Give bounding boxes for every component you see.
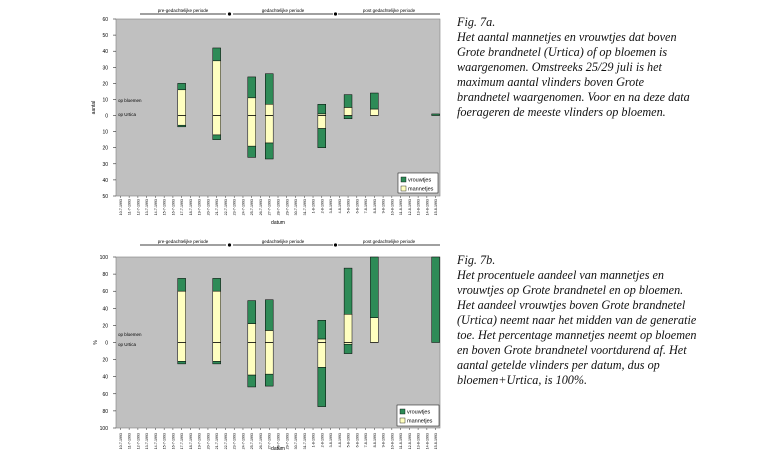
y-tick-label-a: 50 <box>102 33 108 40</box>
x-tick-label-b: 19-7-1993 <box>197 433 202 450</box>
x-tick-label-b: 2-8-1993 <box>320 433 325 448</box>
x-tick-label-a: 25-7-1993 <box>250 199 255 216</box>
y-tick-label-b: 100 <box>99 255 108 261</box>
bar-vrouwtjes-b <box>265 300 273 331</box>
x-tick-label-a: 11-8-1993 <box>399 199 404 216</box>
x-tick-label-b: 1-8-1993 <box>311 433 316 448</box>
bar-vrouwtjes-b <box>432 257 440 343</box>
y-axis-title-a: aantal <box>91 100 97 115</box>
caption-fig-7a-label: Fig. 7a. <box>457 15 496 29</box>
x-tick-label-a: 14-7-1993 <box>153 199 158 216</box>
x-tick-label-b: 13-7-1993 <box>145 433 150 450</box>
x-tick-label-b: 5-8-1993 <box>346 433 351 448</box>
x-tick-label-b: 15-8-1993 <box>434 433 439 450</box>
plot-area-a <box>116 19 440 196</box>
x-tick-label-b: 13-8-1993 <box>416 433 421 450</box>
bar-mannetjes-a <box>265 104 273 115</box>
label-op-urtica-a: op Urtica <box>118 112 137 117</box>
x-tick-label-b: 12-7-1993 <box>136 433 141 450</box>
x-tick-label-b: 20-7-1993 <box>206 433 211 450</box>
x-tick-label-a: 14-8-1993 <box>425 199 430 216</box>
x-tick-label-a: 15-7-1993 <box>162 199 167 216</box>
legend-label-mannetjes-a: mannetjes <box>408 186 434 193</box>
x-tick-label-a: 22-7-1993 <box>223 199 228 216</box>
x-axis-title-b: datum <box>271 446 285 452</box>
bar-vrouwtjes-b <box>318 320 326 339</box>
x-tick-label-b: 7-8-1993 <box>364 433 369 448</box>
bar-vrouwtjes-a <box>213 48 221 61</box>
caption-fig-7a-text: Het aantal mannetjes en vrouwtjes dat boven Grote brandnetel (Urtica) of op bloemen is waargenomen. Omstreeks 25/29 juli is het maximum aantal vlinders boven Grote brandnetel waargenomen. Voor en na deze data foerageren de meeste vlinders op bloemen. <box>457 30 690 119</box>
y-tick-label-b: 100 <box>99 426 108 432</box>
x-tick-label-b: 24-7-1993 <box>241 433 246 450</box>
legend-label-mannetjes-b: mannetjes <box>407 418 433 425</box>
bar-vrouwtjes-a <box>248 77 256 98</box>
x-tick-label-b: 16-7-1993 <box>171 433 176 450</box>
bar-mannetjes-a <box>248 98 256 116</box>
x-tick-label-b: 12-8-1993 <box>407 433 412 450</box>
bar-vrouwtjes-b <box>370 257 378 318</box>
period-marker-b <box>334 243 337 246</box>
x-tick-label-b: 25-7-1993 <box>250 433 255 450</box>
x-tick-label-b: 22-7-1993 <box>223 433 228 450</box>
y-tick-label-a: 50 <box>102 194 108 200</box>
y-tick-label-a: 60 <box>102 17 108 23</box>
x-tick-label-b: 30-7-1993 <box>294 433 299 450</box>
x-tick-label-a: 1-8-1993 <box>311 199 316 214</box>
x-tick-label-b: 9-8-1993 <box>381 433 386 448</box>
y-tick-label-b: 20 <box>102 323 108 330</box>
x-tick-label-b: 18-7-1993 <box>188 433 193 450</box>
x-tick-label-a: 2-8-1993 <box>320 199 325 214</box>
y-axis-title-b: % <box>93 340 99 345</box>
bar-mannetjes-a <box>178 116 186 126</box>
bar-vrouwtjes-a <box>178 83 186 89</box>
period-label-b: gedachtelijke periode <box>261 239 305 244</box>
period-marker-a <box>228 12 231 15</box>
bar-vrouwtjes-a <box>344 95 352 108</box>
x-tick-label-b: 15-7-1993 <box>162 433 167 450</box>
x-tick-label-a: 30-7-1993 <box>294 199 299 216</box>
bar-mannetjes-b <box>213 343 221 362</box>
x-tick-label-a: 31-7-1993 <box>302 199 307 216</box>
x-tick-label-b: 14-8-1993 <box>425 433 430 450</box>
x-tick-label-a: 16-7-1993 <box>171 199 176 216</box>
x-tick-label-a: 13-7-1993 <box>145 199 150 216</box>
y-tick-label-a: 40 <box>102 49 108 56</box>
x-tick-label-a: 12-7-1993 <box>136 199 141 216</box>
caption-fig-7a <box>457 15 697 120</box>
x-tick-label-a: 4-8-1993 <box>337 199 342 214</box>
x-tick-label-b: 23-7-1993 <box>232 433 237 450</box>
y-tick-label-a: 10 <box>102 97 108 104</box>
x-tick-label-a: 24-7-1993 <box>241 198 246 216</box>
bar-mannetjes-a <box>265 116 273 143</box>
y-tick-label-a: 10 <box>102 129 108 136</box>
x-tick-label-b: 21-7-1993 <box>215 433 220 450</box>
x-tick-label-b: 31-7-1993 <box>302 433 307 450</box>
bar-vrouwtjes-a <box>318 104 326 114</box>
period-label-a: post gedachtelijke periode <box>362 8 416 13</box>
x-tick-label-a: 5-8-1993 <box>346 199 351 214</box>
bar-mannetjes-b <box>318 339 326 342</box>
caption-fig-7b-label: Fig. 7b. <box>457 253 496 267</box>
bar-mannetjes-b <box>265 331 273 343</box>
x-tick-label-b: 3-8-1993 <box>329 433 334 448</box>
x-tick-label-a: 10-8-1993 <box>390 199 395 216</box>
bar-mannetjes-b <box>265 343 273 375</box>
bar-vrouwtjes-b <box>178 278 186 291</box>
y-tick-label-b: 40 <box>102 374 108 381</box>
y-tick-label-b: 60 <box>102 289 108 296</box>
legend-label-vrouwtjes-a: vrouwtjes <box>408 177 432 184</box>
x-tick-label-a: 3-8-1993 <box>329 199 334 214</box>
x-tick-label-b: 6-8-1993 <box>355 433 360 448</box>
x-tick-label-b: 27-7-1993 <box>267 433 272 450</box>
bar-mannetjes-b <box>178 291 186 342</box>
bar-vrouwtjes-b <box>344 268 352 314</box>
y-tick-label-a: 30 <box>102 161 108 168</box>
bar-vrouwtjes-a <box>248 146 256 157</box>
bar-vrouwtjes-b <box>265 374 273 386</box>
y-tick-label-a: 0 <box>105 113 108 120</box>
y-tick-label-b: 80 <box>102 408 108 415</box>
legend-swatch-mannetjes-a <box>401 186 406 191</box>
legend-swatch-vrouwtjes-b <box>400 409 405 414</box>
x-tick-label-b: 26-7-1993 <box>258 433 263 450</box>
label-op-urtica-b: op Urtica <box>118 342 137 347</box>
x-tick-label-b: 29-7-1993 <box>285 433 290 450</box>
label-op-bloemen-b: op bloemen <box>118 332 142 337</box>
x-tick-label-b: 10-7-1993 <box>118 433 123 450</box>
y-tick-label-b: 40 <box>102 306 108 313</box>
y-tick-label-a: 20 <box>102 145 108 152</box>
x-tick-label-a: 19-7-1993 <box>197 199 202 216</box>
x-tick-label-a: 6-8-1993 <box>355 199 360 214</box>
legend-label-vrouwtjes-b: vrouwtjes <box>407 409 431 416</box>
x-tick-label-a: 21-7-1993 <box>215 199 220 216</box>
bar-vrouwtjes-b <box>248 375 256 387</box>
x-tick-label-b: 28-7-1993 <box>276 433 281 450</box>
x-tick-label-a: 11-7-1993 <box>127 199 132 216</box>
plot-area-b <box>116 257 440 428</box>
caption-fig-7b-text: Het procentuele aandeel van mannetjes en vrouwtjes op Grote brandnetel en op bloemen. Het aandeel vrouwtjes boven Grote brandnetel (Urtica) neemt naar het midden van de generatie toe. Het percentage mannetjes neemt op bloemen en boven Grote brandnetel voortdurend af. Het aantal getelde vlinders per datum, dus op bloemen+Urtica, is 100%. <box>457 268 697 387</box>
bar-vrouwtjes-b <box>213 361 221 364</box>
bar-mannetjes-a <box>213 61 221 116</box>
period-label-b: pre-gedachtelijke periode <box>157 239 209 244</box>
period-label-b: post gedachtelijke periode <box>362 239 416 244</box>
x-tick-label-a: 29-7-1993 <box>285 199 290 216</box>
bar-vrouwtjes-a <box>432 114 440 116</box>
y-tick-label-b: 80 <box>102 272 108 279</box>
bar-mannetjes-b <box>178 343 186 362</box>
x-tick-label-a: 20-7-1993 <box>206 199 211 216</box>
bar-vrouwtjes-b <box>318 367 326 406</box>
x-tick-label-b: 11-8-1993 <box>399 433 404 450</box>
x-tick-label-a: 7-8-1993 <box>364 199 369 214</box>
period-label-a: pre-gedachtelijke periode <box>157 8 209 13</box>
bar-mannetjes-b <box>318 343 326 368</box>
x-tick-label-a: 12-8-1993 <box>407 199 412 216</box>
caption-fig-7b <box>457 253 697 388</box>
x-tick-label-a: 13-8-1993 <box>416 199 421 216</box>
x-tick-label-b: 11-7-1993 <box>127 433 132 450</box>
legend-swatch-mannetjes-b <box>400 418 405 423</box>
legend-swatch-vrouwtjes-a <box>401 177 406 182</box>
bar-vrouwtjes-b <box>213 278 221 291</box>
bar-mannetjes-a <box>178 90 186 116</box>
bar-mannetjes-a <box>370 109 378 115</box>
bar-vrouwtjes-a <box>213 135 221 140</box>
x-tick-label-a: 18-7-1993 <box>188 199 193 216</box>
bar-vrouwtjes-b <box>178 361 186 364</box>
x-axis-title-a: datum <box>271 220 285 226</box>
x-tick-label-a: 15-8-1993 <box>434 199 439 216</box>
bar-mannetjes-b <box>370 318 378 343</box>
y-tick-label-a: 40 <box>102 177 108 184</box>
x-tick-label-a: 27-7-1993 <box>267 199 272 216</box>
x-tick-label-a: 10-7-1993 <box>118 199 123 216</box>
bar-vrouwtjes-a <box>370 93 378 109</box>
bar-vrouwtjes-b <box>344 344 352 353</box>
bar-mannetjes-a <box>213 116 221 135</box>
x-tick-label-a: 26-7-1993 <box>258 199 263 216</box>
x-tick-label-a: 23-7-1993 <box>232 199 237 216</box>
x-tick-label-a: 9-8-1993 <box>381 199 386 214</box>
label-op-bloemen-a: op bloemen <box>118 98 142 103</box>
period-marker-a <box>334 12 337 15</box>
y-tick-label-a: 20 <box>102 81 108 88</box>
period-label-a: gedachtelijke periode <box>261 8 305 13</box>
x-tick-label-b: 4-8-1993 <box>337 433 342 448</box>
bar-mannetjes-a <box>248 116 256 147</box>
bar-vrouwtjes-a <box>344 116 352 119</box>
y-tick-label-a: 30 <box>102 65 108 72</box>
x-tick-label-a: 28-7-1993 <box>276 199 281 216</box>
bar-mannetjes-b <box>248 343 256 375</box>
bar-vrouwtjes-a <box>265 143 273 159</box>
period-marker-b <box>228 243 231 246</box>
bar-vrouwtjes-a <box>265 74 273 105</box>
bar-mannetjes-b <box>248 324 256 343</box>
x-tick-label-b: 8-8-1993 <box>372 433 377 448</box>
y-tick-label-b: 20 <box>102 357 108 364</box>
x-tick-label-b: 10-8-1993 <box>390 433 395 450</box>
x-tick-label-b: 17-7-1993 <box>180 433 185 450</box>
bar-mannetjes-b <box>344 343 352 345</box>
x-tick-label-a: 17-7-1993 <box>180 199 185 216</box>
bar-vrouwtjes-b <box>248 301 256 324</box>
x-tick-label-a: 8-8-1993 <box>372 199 377 214</box>
x-tick-label-b: 14-7-1993 <box>153 433 158 450</box>
y-tick-label-b: 0 <box>105 340 108 347</box>
bar-mannetjes-a <box>344 108 352 116</box>
y-tick-label-b: 60 <box>102 391 108 398</box>
bar-mannetjes-b <box>344 314 352 342</box>
bar-mannetjes-a <box>318 116 326 129</box>
bar-mannetjes-b <box>213 291 221 342</box>
bar-vrouwtjes-a <box>318 128 326 147</box>
